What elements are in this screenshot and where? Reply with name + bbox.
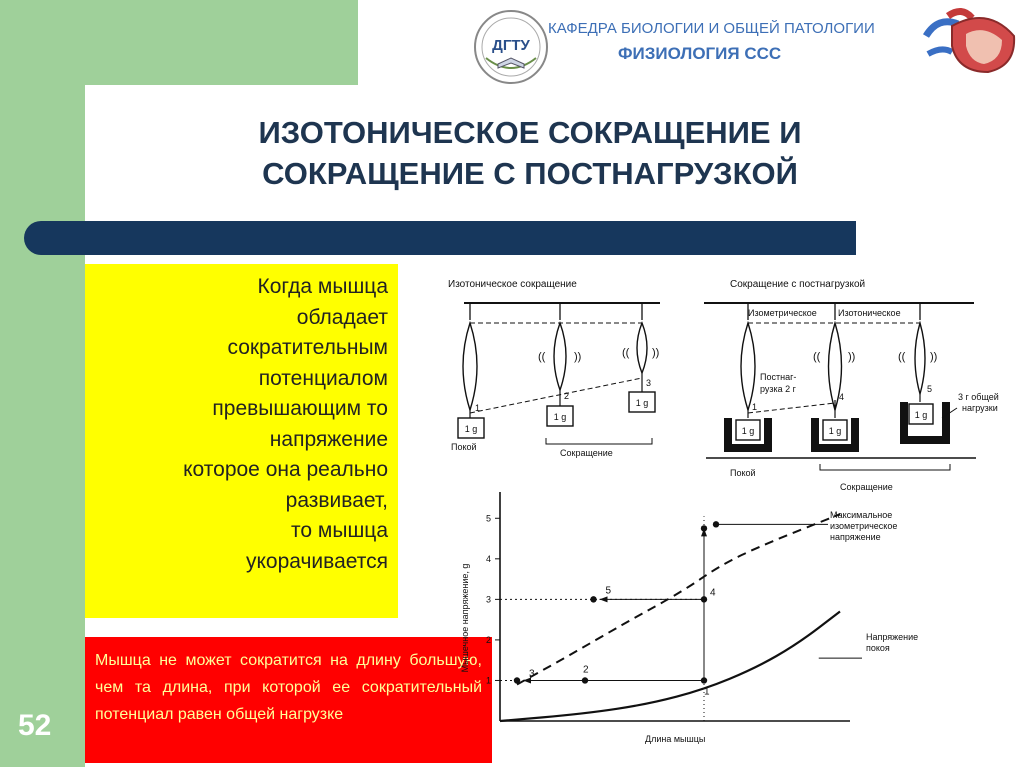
total-load-label-2: нагрузки	[962, 403, 998, 413]
data-point	[582, 677, 588, 683]
rest-label: Покой	[730, 468, 756, 478]
svg-text:3: 3	[646, 378, 652, 388]
total-load-label-1: 3 г общей	[958, 392, 999, 402]
max-tension-label-3: напряжение	[830, 532, 881, 542]
svg-text:1 g: 1 g	[635, 398, 649, 408]
rest-tension-label-2: покоя	[866, 643, 890, 653]
explanation-line: то мышца	[291, 519, 388, 542]
explanation-line: напряжение	[269, 427, 388, 451]
course-subject: ФИЗИОЛОГИЯ ССС	[618, 44, 782, 63]
svg-text:5: 5	[927, 384, 933, 394]
svg-text:((: ((	[898, 351, 906, 363]
explanation-line: превышающим то	[212, 397, 388, 420]
svg-text:1 g: 1 g	[464, 424, 478, 434]
explanation-line: сократительным	[227, 336, 388, 359]
data-point	[590, 596, 596, 602]
muscle-fiber	[637, 323, 647, 373]
left-green-band	[0, 0, 85, 767]
y-tick-label: 4	[486, 553, 492, 564]
explanation-box	[85, 264, 398, 618]
page-number: 52	[18, 709, 52, 742]
svg-text:1 g: 1 g	[828, 426, 842, 436]
svg-text:1: 1	[475, 403, 481, 413]
data-point	[701, 525, 707, 531]
svg-text:((: ((	[813, 351, 821, 363]
data-point	[713, 521, 719, 527]
svg-text:((: ((	[622, 347, 630, 359]
svg-text:)): ))	[930, 351, 938, 363]
title-line-1: ИЗОТОНИЧЕСКОЕ СОКРАЩЕНИЕ И	[258, 115, 802, 150]
explanation-line: укорачивается	[245, 549, 388, 573]
svg-text:1: 1	[752, 402, 758, 412]
point-label: 3	[529, 668, 535, 680]
point-label: 2	[583, 664, 589, 676]
conclusion-text: Мышца не может сократится на длину большую, чем та длина, при которой ее сократительный потенциал равен общей нагрузке	[95, 652, 482, 723]
explanation-line: обладает	[296, 305, 388, 329]
contraction-label: Сокращение	[840, 482, 893, 492]
svg-text:1 g: 1 g	[914, 410, 928, 420]
muscle-fiber	[554, 323, 566, 390]
contraction-label: Сокращение	[560, 448, 613, 458]
isometric-label: Изометрическое	[748, 308, 817, 318]
y-tick-label: 2	[486, 634, 492, 645]
department-name: КАФЕДРА БИОЛОГИИ И ОБЩЕЙ ПАТОЛОГИИ	[548, 20, 875, 37]
y-axis-label: Мышечное напряжение, g	[460, 563, 470, 673]
explanation-line: развивает,	[285, 488, 388, 512]
university-logo	[472, 8, 550, 86]
muscle-fiber	[915, 323, 925, 394]
length-tension-chart	[486, 492, 862, 721]
arrow-head	[600, 596, 608, 602]
data-point	[701, 596, 707, 602]
point-label: 5	[605, 585, 612, 597]
y-tick-label: 1	[486, 675, 492, 686]
max-tension-label-2: изометрическое	[830, 521, 898, 531]
svg-text:)): ))	[652, 347, 660, 359]
y-tick-label: 3	[486, 594, 492, 605]
data-point	[701, 677, 707, 683]
svg-text:2: 2	[564, 391, 570, 401]
muscle-fiber	[741, 323, 758, 412]
isotonic-panel-title: Изотоническое сокращение	[448, 279, 577, 290]
max-tension-label-1: Максимальное	[830, 510, 893, 520]
slide-title	[130, 112, 930, 194]
heart-illustration	[918, 6, 1020, 76]
afterload-label-2: рузка 2 г	[760, 384, 796, 394]
rest-tension-label-1: Напряжение	[866, 632, 919, 642]
explanation-line: которое она реально	[183, 458, 388, 481]
rest-label: Покой	[451, 442, 477, 452]
explanation-line: потенциалом	[258, 366, 388, 390]
point-label: 1	[704, 686, 710, 698]
svg-text:)): ))	[848, 351, 856, 363]
y-tick-label: 5	[486, 513, 492, 524]
x-axis-label: Длина мышцы	[645, 734, 706, 744]
afterload-panel-title: Сокращение с постнагрузкой	[730, 279, 866, 290]
explanation-line: Когда мышца	[257, 275, 388, 298]
svg-text:((: ((	[538, 351, 546, 363]
muscle-contraction-diagram	[430, 268, 1024, 748]
isotonic-label: Изотоническое	[838, 308, 901, 318]
title-line-2: СОКРАЩЕНИЕ С ПОСТНАГРУЗКОЙ	[262, 156, 798, 191]
svg-text:4: 4	[839, 392, 845, 402]
svg-text:)): ))	[574, 351, 582, 363]
point-label: 4	[710, 587, 716, 599]
afterload-label-1: Постнаг-	[760, 372, 797, 382]
svg-text:1 g: 1 g	[741, 426, 755, 436]
logo-text: ДГТУ	[492, 37, 530, 54]
data-point	[514, 677, 520, 683]
muscle-fiber	[463, 323, 477, 410]
svg-text:1 g: 1 g	[553, 412, 567, 422]
title-divider-bar	[24, 221, 856, 255]
